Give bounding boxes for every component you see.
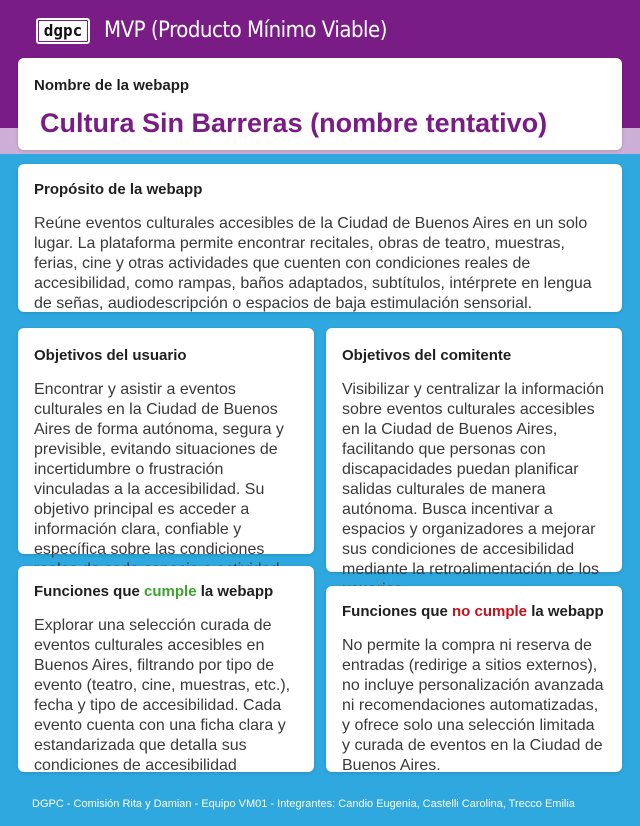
footer-credits: DGPC - Comisión Rita y Damian - Equipo VM01 - Integrantes: Candio Eugenia, Castelli Carolina, Trecco Emilia — [32, 798, 575, 810]
functions-no-title — [342, 602, 606, 622]
purpose-body: Reúne eventos culturales accesibles de la Ciudad de Buenos Aires en un solo lugar. La plataforma permite encontrar recitales, obras de teatro, muestras, ferias, cine y otras actividades que cuenten con condiciones reales de accesibilidad, como rampas, baños adaptados, subtítulos, intérprete en lengua de señas, audiodescripción o espacios de baja estimulación sensorial. — [34, 215, 592, 312]
client-objectives-card — [326, 328, 622, 578]
webapp-name-label: Nombre de la webapp — [34, 77, 190, 94]
client-objectives-body: Visibilizar y centralizar la información sobre eventos culturales accesibles en la Ciudad de Buenos Aires, facilitando que personas con discapacidades puedan planificar salidas culturales de manera autónoma. Busca incentivar a espacios y organizadores a mejorar sus condiciones de accesibilidad mediante la retroalimentación de los — [342, 381, 605, 578]
webapp-name-value: Cultura Sin Barreras (nombre tentativo) — [40, 108, 548, 138]
purpose-card — [18, 164, 622, 312]
user-objectives-body: Encontrar y asistir a eventos culturales en la Ciudad de Buenos Aires de forma autónoma, segura y previsible, evitando situaciones de incertidumbre o frustración vinculadas a la accesibilidad. Su objetivo principal es acceder a información clara, confiable y específica sobre las condiciones — [34, 381, 284, 558]
functions-no-title-suffix: la webapp — [527, 603, 604, 620]
functions-yes-highlight: cumple — [144, 583, 197, 600]
page-title: MVP (Producto Mínimo Viable) — [104, 18, 387, 43]
functions-yes-title-prefix: Funciones que — [34, 583, 145, 600]
client-objectives-title: Objetivos del comitente — [342, 347, 512, 364]
functions-no-card — [326, 586, 622, 772]
user-objectives-title: Objetivos del usuario — [34, 347, 187, 364]
functions-yes-card — [18, 566, 314, 772]
webapp-name-card — [18, 58, 622, 150]
functions-no-highlight: no cumple — [452, 603, 528, 620]
functions-yes-title — [34, 582, 298, 602]
purpose-title: Propósito de la webapp — [34, 181, 203, 198]
functions-no-title-prefix: Funciones que — [342, 603, 453, 620]
functions-yes-title-suffix: la webapp — [196, 583, 274, 600]
functions-no-body: No permite la compra ni reserva de entradas (redirige a sitios externos), no incluye personalización avanzada ni recomendaciones automatizadas, y ofrece solo una selección limitada y curada de eventos en la Ciudad de Buenos Aires. — [342, 637, 604, 774]
dgpc-logo — [36, 18, 90, 44]
functions-yes-body: Explorar una selección curada de eventos culturales accesibles en Buenos Aires, filtrando por tipo de evento (teatro, cine, muestras, etc.), fecha y tipo de accesibilidad. Cada evento cuenta con una ficha clara y estandarizada que detalla sus condiciones de accesibilidad — [34, 617, 291, 774]
logo-text: dgpc — [39, 21, 87, 41]
user-objectives-card — [18, 328, 314, 558]
